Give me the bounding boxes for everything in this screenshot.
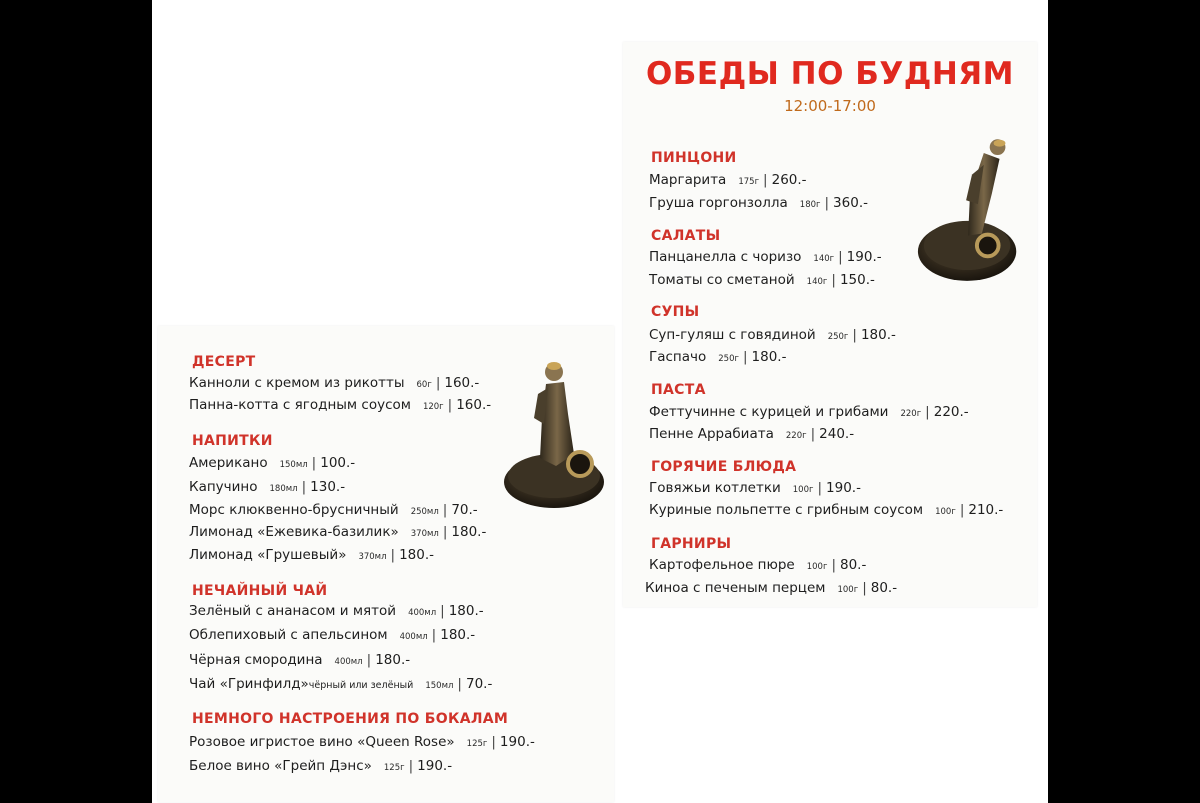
item-price: 80.-: [870, 580, 898, 596]
item-weight: 370мл: [410, 529, 439, 539]
item-weight: 125г: [383, 763, 405, 773]
item-price: 160.-: [456, 397, 492, 413]
item-name: Киноа с печеным перцем: [645, 580, 826, 596]
price-separator: |: [831, 272, 836, 288]
section-title-hot-dishes: ГОРЯЧИЕ БЛЮДА: [651, 459, 797, 475]
price-separator: |: [408, 758, 414, 774]
item-name: Картофельное пюре: [649, 557, 795, 573]
menu-item: [649, 248, 882, 268]
menu-item: [189, 733, 535, 753]
item-weight: 250г: [718, 354, 739, 364]
item-weight: 60г: [416, 380, 432, 390]
item-weight: 100г: [935, 507, 956, 517]
item-weight: 370мл: [358, 552, 387, 562]
menu-item: [189, 757, 452, 777]
section-title-pasta: ПАСТА: [651, 382, 706, 398]
item-weight: 400мл: [408, 608, 437, 618]
price-separator: |: [431, 627, 437, 643]
item-name: Облепиховый с апельсином: [189, 627, 388, 643]
section-title-drinks: НАПИТКИ: [192, 433, 273, 449]
item-weight: 180мл: [269, 484, 298, 494]
menu-item: [189, 626, 475, 646]
bronze-statuette-icon: [496, 354, 616, 514]
price-separator: |: [447, 397, 453, 413]
section-title-tea: НЕЧАЙНЫЙ ЧАЙ: [192, 583, 328, 599]
item-weight: 100г: [792, 485, 814, 495]
item-weight: 220г: [900, 409, 922, 419]
section-title-dessert: ДЕСЕРТ: [192, 354, 256, 370]
item-price: 180.-: [860, 327, 896, 343]
item-weight: 250г: [827, 332, 849, 342]
menu-item: [649, 501, 1003, 521]
item-price: 240.-: [819, 426, 855, 442]
item-price: 70.-: [451, 502, 478, 518]
price-separator: |: [440, 603, 445, 619]
menu-item: [645, 579, 897, 599]
price-separator: |: [311, 455, 317, 471]
item-name: Панцанелла с чоризо: [649, 249, 802, 265]
price-separator: |: [925, 404, 930, 420]
menu-item: [649, 326, 896, 346]
price-separator: |: [742, 349, 748, 365]
right-black-band: [1048, 0, 1200, 803]
item-weight: 400мл: [399, 632, 428, 642]
menu-item: [189, 546, 434, 566]
section-title-soups: СУПЫ: [651, 304, 700, 320]
lunch-hours: 12:00-17:00: [784, 97, 876, 115]
item-price: 180.-: [440, 627, 476, 643]
price-separator: |: [959, 502, 965, 518]
item-weight: 250мл: [410, 507, 439, 517]
price-separator: |: [390, 547, 396, 563]
item-price: 210.-: [968, 502, 1004, 518]
item-price: 130.-: [310, 479, 346, 495]
price-separator: |: [817, 480, 823, 496]
section-title-wine: НЕМНОГО НАСТРОЕНИЯ ПО БОКАЛАМ: [192, 711, 509, 727]
item-price: 220.-: [933, 404, 969, 420]
item-price: 190.-: [826, 480, 861, 496]
item-name: Розовое игристое вино «Queen Rose»: [189, 734, 455, 750]
item-price: 180.-: [448, 603, 484, 619]
item-name: Панна-котта с ягодным соусом: [189, 397, 411, 413]
item-weight: 150мл: [279, 460, 308, 470]
item-name: Маргарита: [649, 172, 727, 188]
price-separator: |: [442, 502, 448, 518]
menu-item: [649, 556, 866, 576]
item-weight: 100г: [806, 562, 828, 572]
item-note: чёрный или зелёный: [308, 680, 414, 691]
menu-item: [649, 194, 868, 214]
menu-item: [189, 501, 478, 521]
item-name: Канноли с кремом из рикотты: [189, 375, 405, 391]
menu-card-weekday-lunch: [623, 42, 1037, 607]
item-price: 80.-: [840, 557, 867, 573]
item-name: Чай «Гринфилд»: [189, 676, 309, 692]
menu-item: [189, 602, 484, 622]
price-separator: |: [831, 557, 836, 573]
item-name: Морс клюквенно-брусничный: [189, 502, 399, 518]
item-weight: 120г: [422, 402, 444, 412]
price-separator: |: [810, 426, 816, 442]
section-title-sides: ГАРНИРЫ: [651, 536, 732, 552]
price-separator: |: [491, 734, 496, 750]
price-separator: |: [301, 479, 307, 495]
item-price: 260.-: [771, 172, 807, 188]
item-price: 190.-: [417, 758, 453, 774]
item-name: Американо: [189, 455, 268, 471]
item-weight: 220г: [785, 431, 807, 441]
item-weight: 100г: [837, 585, 859, 595]
price-separator: |: [862, 580, 867, 596]
item-name: Капучино: [189, 479, 258, 495]
menu-item: [649, 403, 969, 423]
item-price: 150.-: [839, 272, 875, 288]
item-name: Гаспачо: [649, 349, 707, 365]
menu-item: [189, 454, 355, 474]
bronze-statuette-icon: [913, 134, 1031, 294]
page-title: ОБЕДЫ ПО БУДНЯМ: [645, 56, 1015, 92]
price-separator: |: [435, 375, 441, 391]
price-separator: |: [838, 249, 843, 265]
item-price: 180.-: [375, 652, 411, 668]
item-weight: 125г: [466, 739, 488, 749]
item-price: 100.-: [320, 455, 356, 471]
menu-card-drinks-desserts: [158, 326, 614, 802]
price-separator: |: [442, 524, 448, 540]
item-weight: 140г: [806, 277, 828, 287]
item-price: 180.-: [751, 349, 787, 365]
item-price: 70.-: [465, 676, 493, 692]
item-name: Зелёный с ананасом и мятой: [189, 603, 397, 619]
price-separator: |: [852, 327, 857, 343]
menu-item: [649, 271, 875, 291]
price-separator: |: [457, 676, 462, 692]
item-price: 160.-: [444, 375, 480, 391]
item-name: Лимонад «Грушевый»: [189, 547, 347, 563]
item-name: Феттучинне с курицей и грибами: [649, 404, 889, 420]
item-name: Груша горгонзолла: [649, 195, 788, 211]
section-title-salads: САЛАТЫ: [651, 228, 721, 244]
menu-item: [649, 171, 807, 191]
price-separator: |: [824, 195, 830, 211]
left-black-band: [0, 0, 152, 803]
item-price: 190.-: [846, 249, 882, 265]
item-price: 180.-: [399, 547, 435, 563]
menu-item: [189, 675, 492, 695]
item-price: 360.-: [833, 195, 868, 211]
menu-item: [189, 374, 479, 394]
menu-item: [649, 479, 861, 499]
price-separator: |: [366, 652, 372, 668]
item-weight: 400мл: [334, 657, 363, 667]
menu-item: [649, 425, 854, 445]
item-price: 180.-: [451, 524, 487, 540]
menu-item: [189, 478, 345, 498]
menu-item: [189, 396, 491, 416]
item-name: Томаты со сметаной: [649, 272, 795, 288]
item-weight: 175г: [738, 177, 760, 187]
item-name: Пенне Аррабиата: [649, 426, 774, 442]
item-weight: 150мл: [425, 681, 454, 691]
item-name: Суп-гуляш с говядиной: [649, 327, 816, 343]
item-weight: 180г: [799, 200, 821, 210]
item-name: Чёрная смородина: [189, 652, 323, 668]
menu-item: [189, 523, 486, 543]
item-name: Лимонад «Ежевика-базилик»: [189, 524, 399, 540]
section-title-pinzoni: ПИНЦОНИ: [651, 150, 737, 166]
item-name: Говяжьи котлетки: [649, 480, 781, 496]
price-separator: |: [763, 172, 768, 188]
item-price: 190.-: [499, 734, 535, 750]
menu-item: [189, 651, 410, 671]
item-weight: 140г: [813, 254, 835, 264]
menu-item: [649, 348, 786, 368]
item-name: Белое вино «Грейп Дэнс»: [189, 758, 372, 774]
item-name: Куриные польпетте с грибным соусом: [649, 502, 924, 518]
